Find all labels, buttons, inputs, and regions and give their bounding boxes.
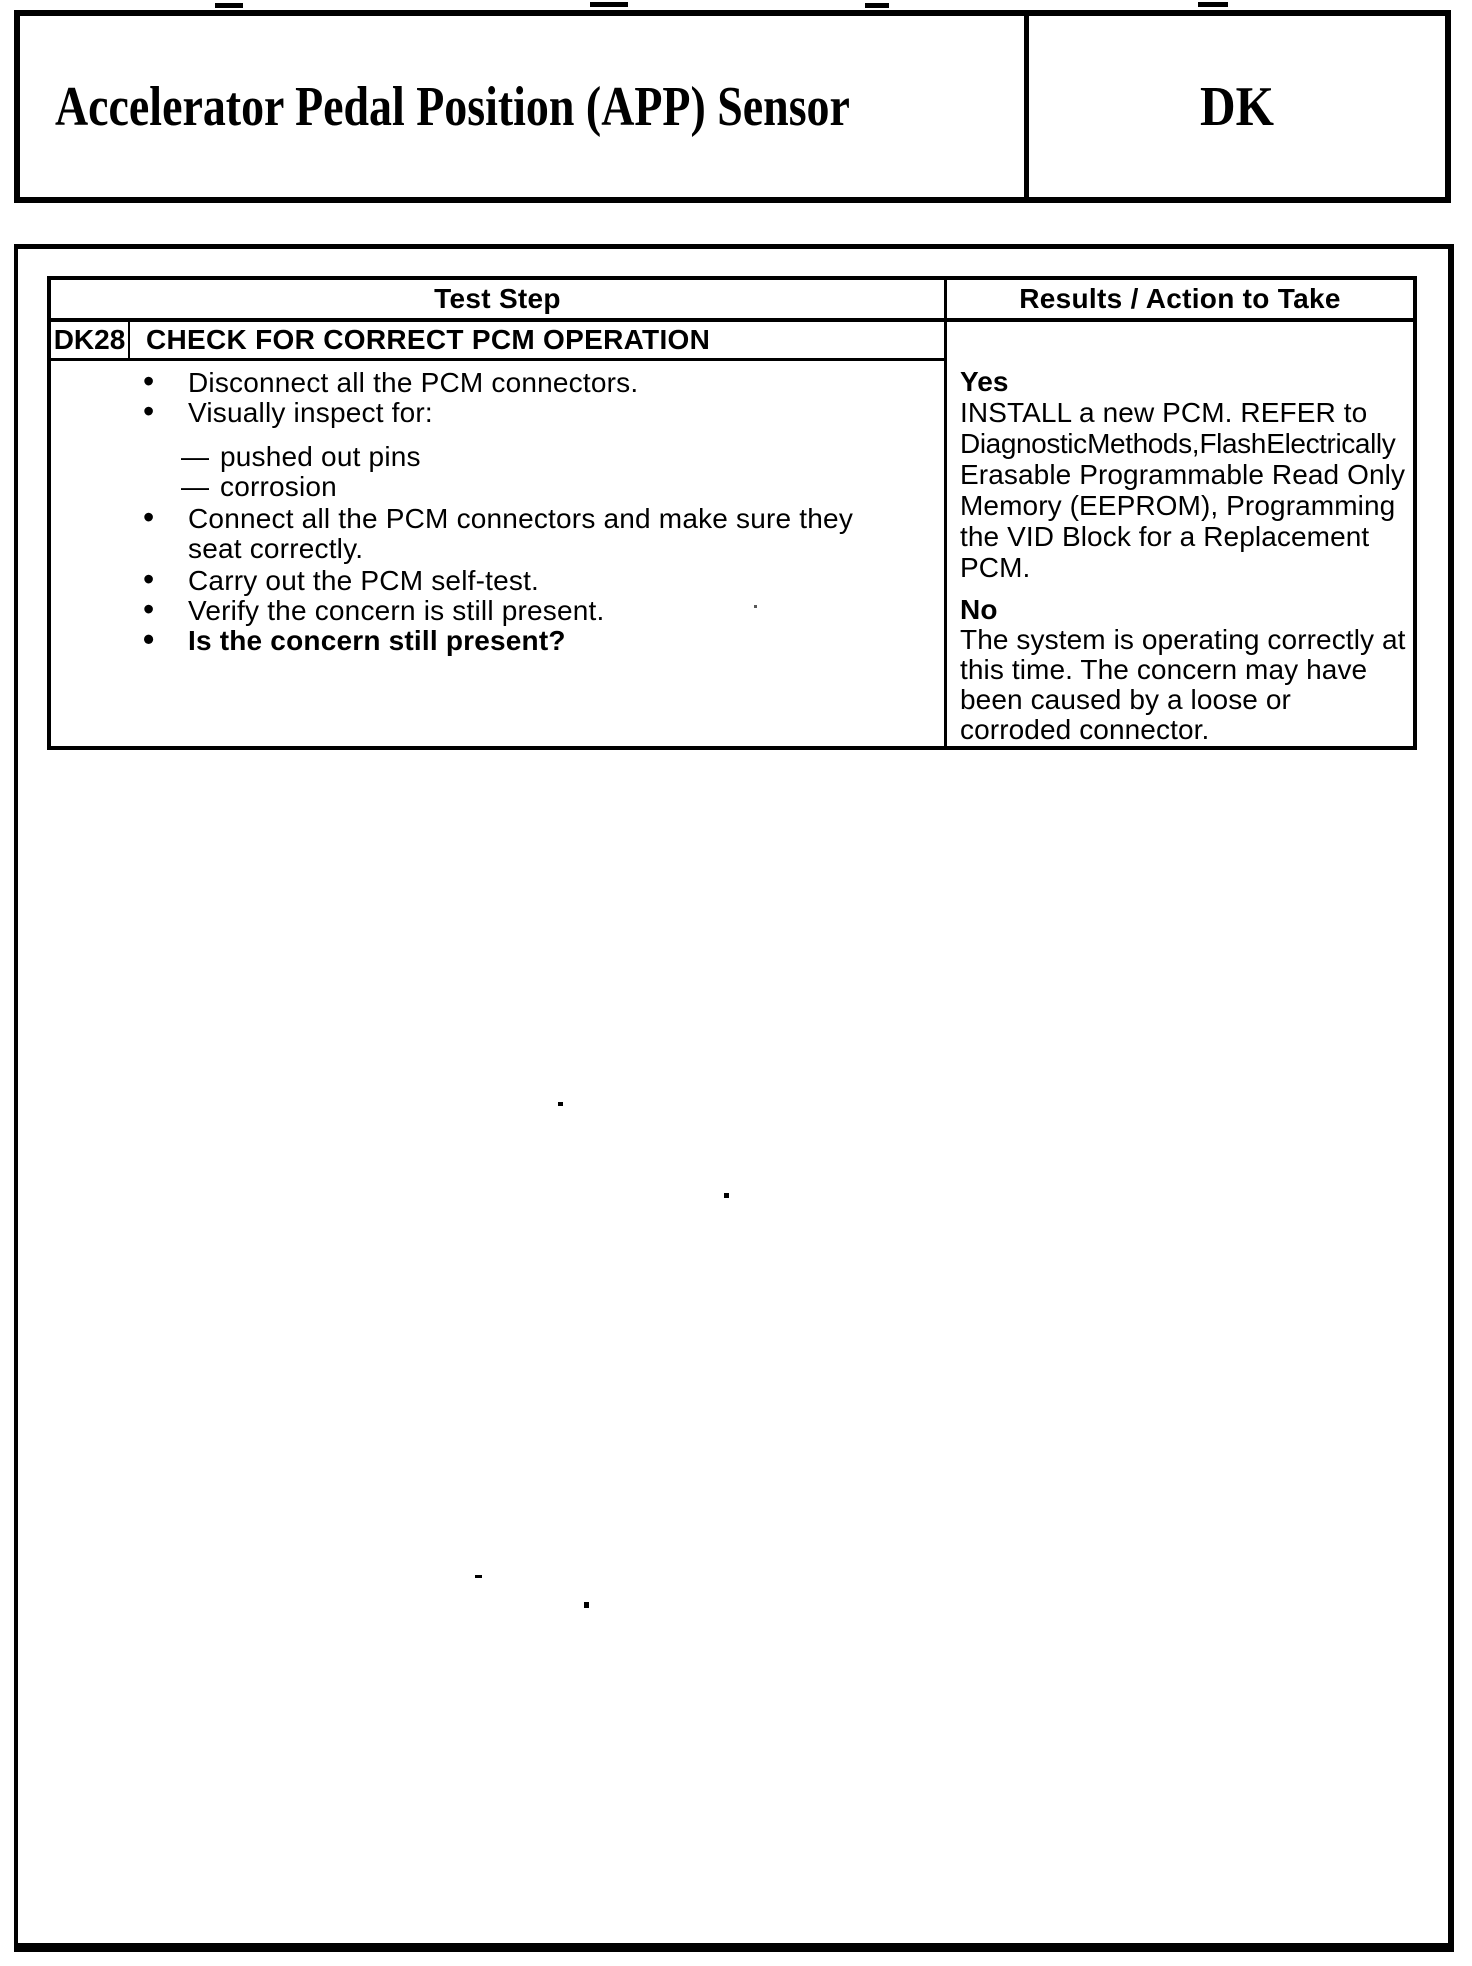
test-step-column [51,280,947,746]
scan-speck [584,1602,589,1608]
result-line: been caused by a loose or [960,684,1291,715]
scan-speck [558,1102,563,1106]
scan-speck [475,1575,482,1578]
result-line: PCM. [960,552,1031,583]
scan-tick [1198,2,1228,7]
section-code: DK [1200,75,1275,138]
scan-tick [215,3,243,8]
result-line: Diagnostic Methods, Flash Electrically [960,428,1396,459]
pinpoint-test-table [47,276,1417,750]
step-line: • Disconnect all the PCM connectors. [51,368,944,398]
result-line: Erasable Programmable Read Only [960,459,1406,490]
column-header-results: Results / Action to Take [947,280,1413,322]
step-line: • Is the concern still present? [51,626,944,656]
scan-tick [590,2,628,7]
step-title-cell: CHECK FOR CORRECT PCM OPERATION [146,324,711,355]
step-line: — corrosion [51,472,944,502]
step-line: • Connect all the PCM connectors and make sure they [51,504,944,534]
document-header [14,10,1451,203]
no-label: No [960,594,998,625]
scan-speck [754,605,757,608]
header-title-cell [20,16,1024,197]
results-cell [947,322,1413,746]
result-line: INSTALL a new PCM. REFER to [960,397,1368,428]
step-instructions-cell [51,361,944,746]
page-title: Accelerator Pedal Position (APP) Sensor [55,75,850,138]
results-column [947,280,1413,746]
scan-speck [724,1193,729,1198]
step-line: • Visually inspect for: [51,398,944,428]
column-header-test-step: Test Step [51,280,944,322]
result-line: The system is operating correctly at [960,624,1406,655]
step-header-row [51,322,944,361]
result-line: Memory (EEPROM), Programming [960,490,1396,521]
step-id-cell: DK28 [51,322,130,358]
step-line: • Carry out the PCM self-test. [51,566,944,596]
step-line: — pushed out pins [51,442,944,472]
scan-tick [865,3,889,8]
result-line: corroded connector. [960,714,1210,745]
result-line: this time. The concern may have [960,654,1368,685]
yes-label: Yes [960,366,1009,397]
header-code-cell [1024,16,1445,197]
result-line: the VID Block for a Replacement [960,521,1370,552]
step-line: • Verify the concern is still present. [51,596,944,626]
step-line: seat correctly. [188,533,364,564]
content-frame [14,244,1454,1952]
